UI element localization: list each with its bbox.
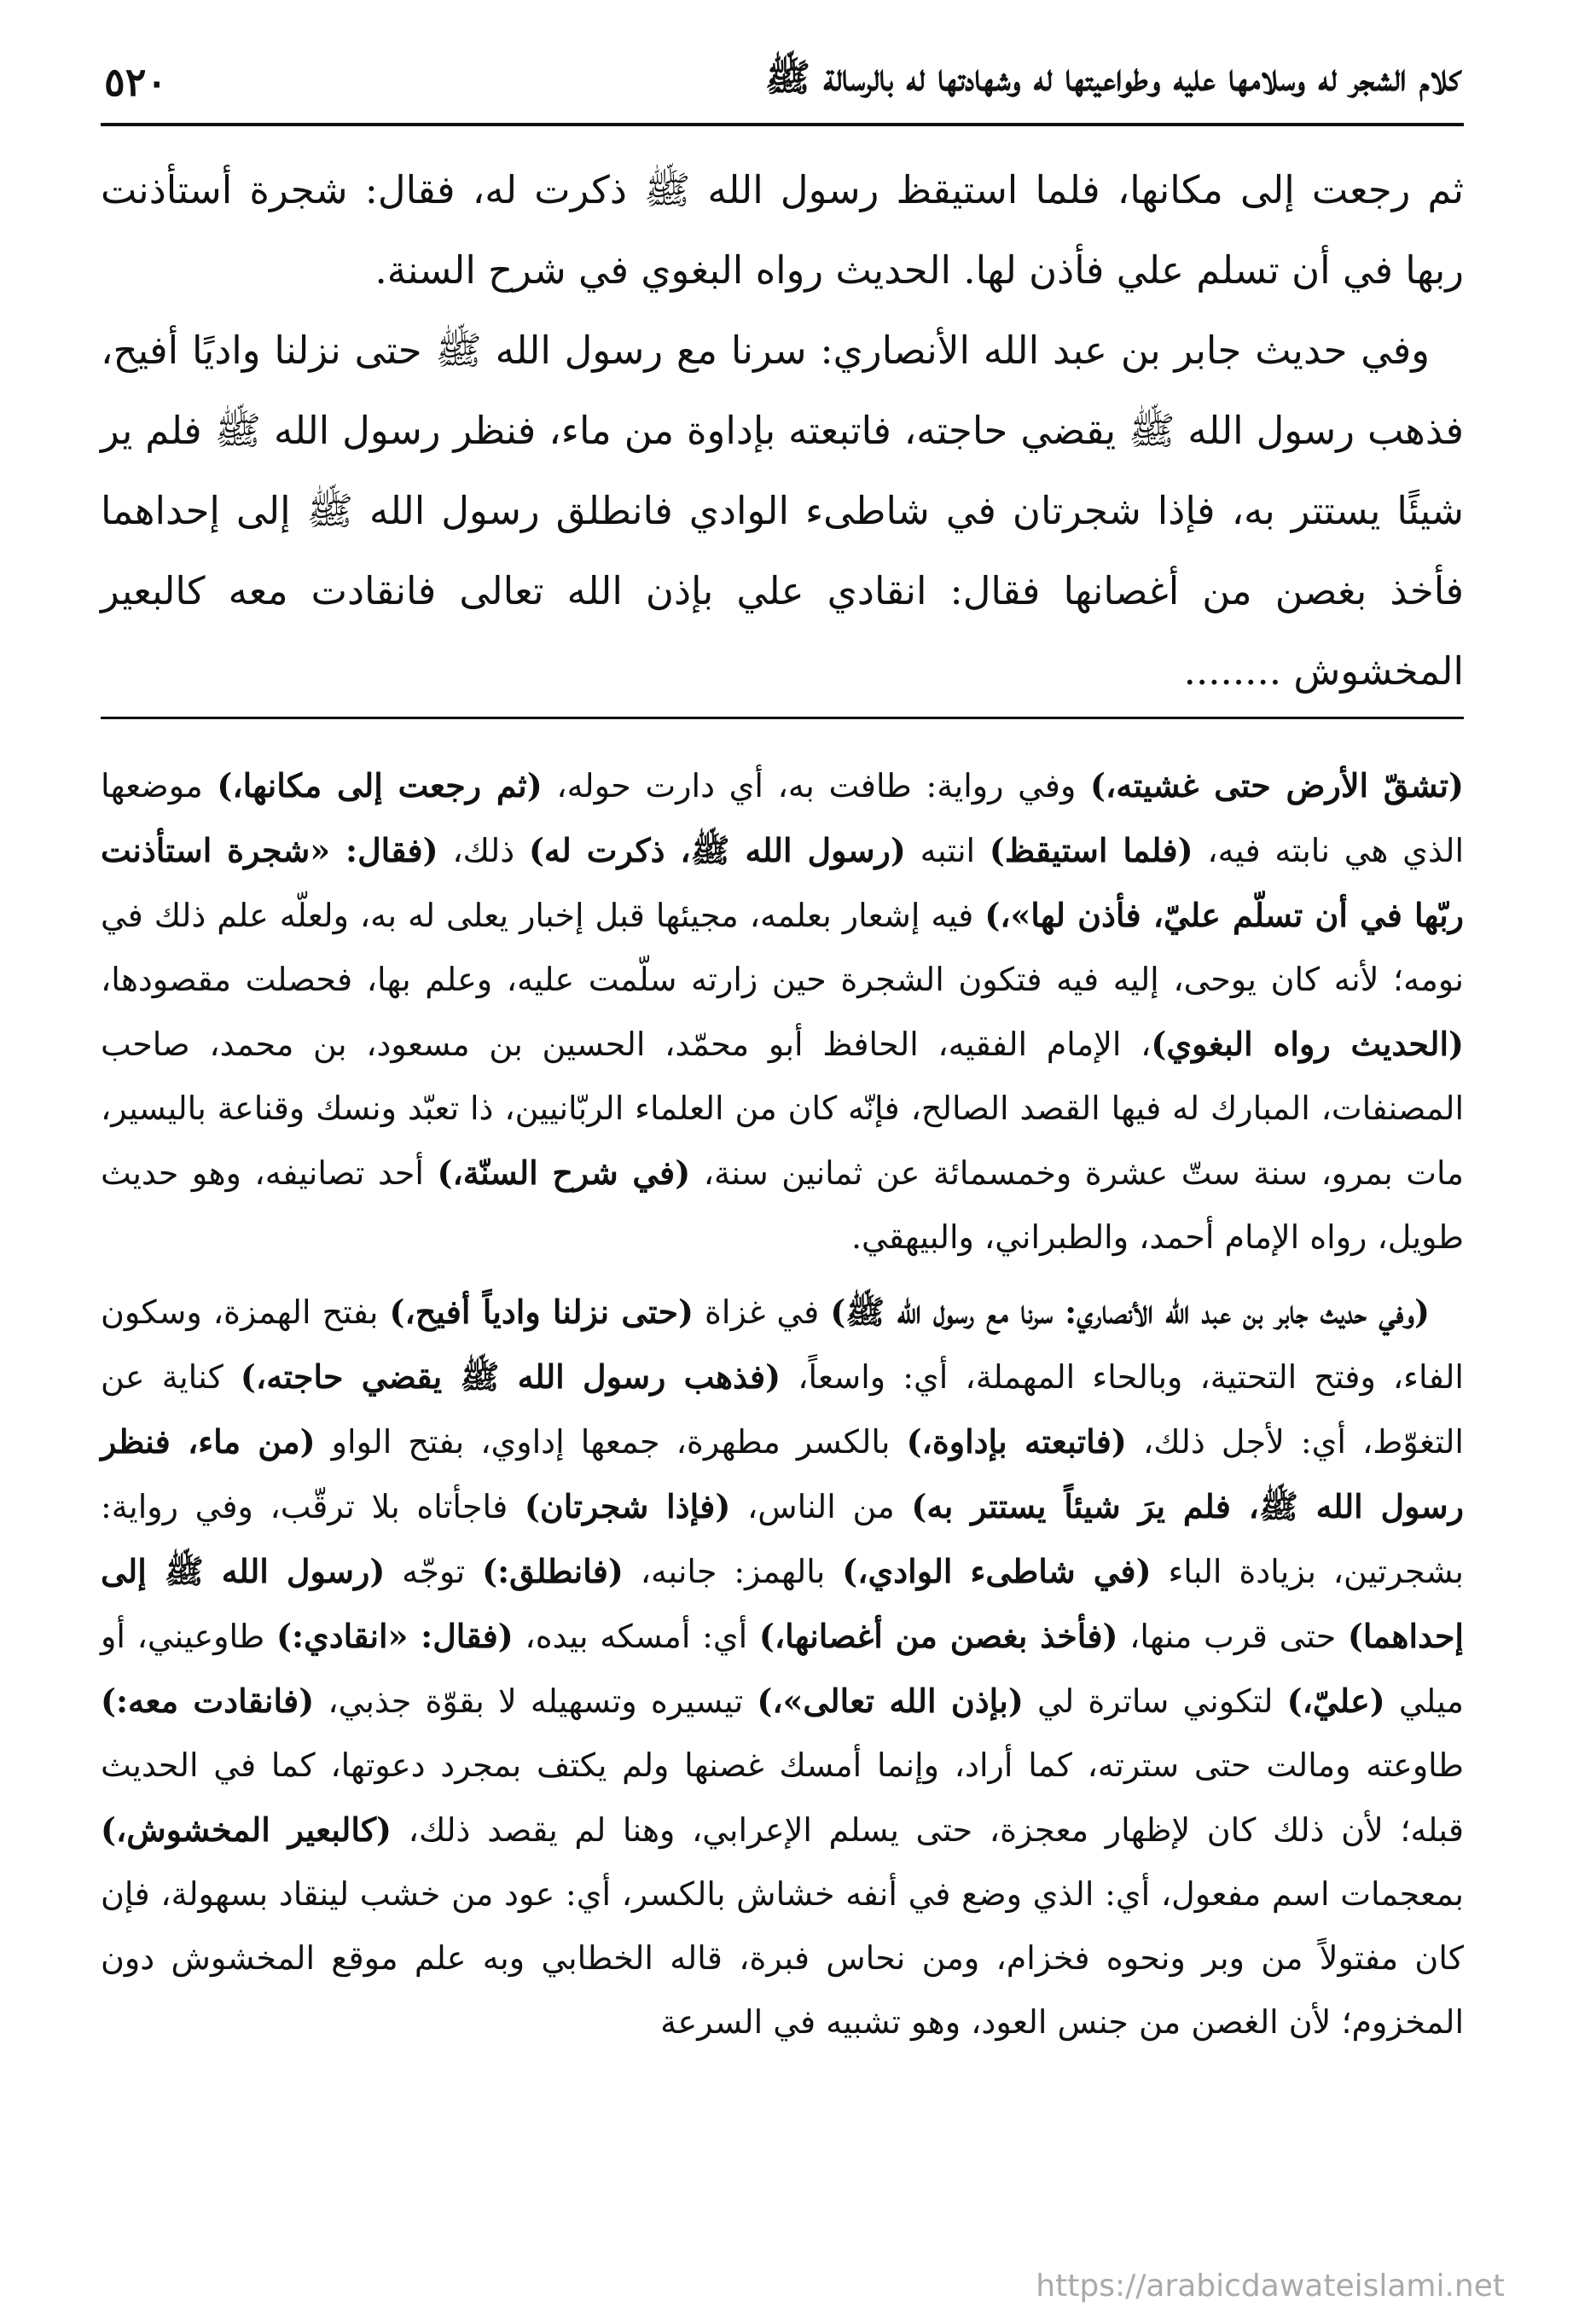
commentary-text: طاوعته ومالت حتى سترته، كما أراد، وإنما أمسك غصنها ولم يكتف بمجرد دعوتها، كما في الحديث قبله؛ لأن ذلك كان لإظهار معجزة، حتى يسلم الإعرابي، وهنا لم يقصد ذلك، (101, 1746, 1465, 1849)
quoted-phrase: (فانقادت معه:) (101, 1682, 315, 1720)
quoted-phrase: (ثم رجعت إلى مكانها،) (217, 766, 543, 805)
commentary-text: فيه إشعار بعلمه، مجيئها قبل إخبار يعلى له به، ولعلّه علم ذلك في نومه؛ لأنه كان يوحى، إليه فيه فتكون الشجرة حين زارته سلّمت عليه، وعلم بها، فحصلت مقصودها، (101, 897, 1465, 998)
quoted-phrase: (في شرح السنّة،) (437, 1153, 691, 1192)
quoted-phrase: (رسول الله ﷺ، ذكرت له) (528, 831, 906, 869)
commentary-paragraph-2 (101, 1280, 1464, 2054)
commentary-text: وفي رواية: طافت به، أي دارت حوله، (542, 767, 1090, 805)
quoted-phrase: (فانطلق:) (482, 1552, 624, 1590)
commentary-paragraph-1 (101, 753, 1464, 1269)
commentary-text: في غزاة (693, 1293, 831, 1331)
commentary-text: حتى قرب منها، (1117, 1618, 1348, 1655)
quoted-phrase: (فإذا شجرتان) (524, 1487, 731, 1525)
quoted-phrase: (فأخذ بغصن من أغصانها،) (758, 1617, 1118, 1655)
commentary-text: بالهمز: جانبه، (623, 1553, 843, 1590)
hadith-paragraph-2 (101, 311, 1464, 712)
commentary-text: توجّه (385, 1553, 483, 1590)
commentary-text: انتبه (905, 832, 990, 869)
commentary-text: بفتح الهمزة، وسكون الفاء، وفتح التحتية، وبالحاء المهملة، أي: واسعاً، (101, 1293, 1464, 1396)
commentary-text: أي: أمسكه بيده، (513, 1618, 759, 1655)
page-number: ٥٢٠ (104, 59, 168, 105)
commentary-text: ، الإمام الفقيه، الحافظ أبو محمّد، الحسين بن مسعود، بن محمد، صاحب المصنفات، المبارك له فيها القصد الصالح، فإنّه كان من العلماء الربّانيين، ذا تعبّد ونسك وقناعة باليسير، مات بمرو، سنة ستّ عشرة وخمسمائة عن ثمانين سنة، (101, 1025, 1464, 1192)
quoted-phrase: (عليّ،) (1286, 1682, 1385, 1720)
commentary (101, 753, 1464, 2054)
hadith-text (101, 150, 1464, 712)
quoted-phrase: (فاتبعته بإداوة،) (906, 1422, 1127, 1461)
section-divider (101, 717, 1464, 719)
watermark: https://arabicdawateislami.net (1036, 2269, 1505, 2304)
commentary-text: أحد تصانيفه، وهو حديث طويل، رواه الإمام أحمد، والطبراني، والبيهقي. (101, 1154, 1464, 1256)
quoted-phrase: (الحديث رواه البغوي) (1151, 1025, 1464, 1063)
commentary-text: تيسيره وتسهيله لا بقوّة جذبي، (314, 1682, 757, 1720)
quoted-phrase: (بإذن الله تعالى»،) (757, 1682, 1024, 1720)
commentary-text: لتكوني ساترة لي (1023, 1682, 1287, 1720)
hadith-paragraph-1: ثم رجعت إلى مكانها، فلما استيقظ رسول الله ﷺ ذكرت له، فقال: شجرة أستأذنت ربها في أن تسلم علي فأذن لها. الحديث رواه البغوي في شرح السنة. (101, 167, 1464, 293)
commentary-text: بمعجمات اسم مفعول، أي: الذي وضع في أنفه خشاش بالكسر، أي: عود من خشب لينقاد بسهولة، فإن كان مفتولاً من وبر ونحوه فخزام، ومن نحاس فبرة، قاله الخطابي وبه علم موقع المخشوش دون المخزوم؛ لأن الغصن من جنس العود، وهو تشبيه في السرعة (101, 1875, 1464, 2041)
commentary-text: من الناس، (730, 1488, 912, 1525)
hadith-paragraph-2-text: وفي حديث جابر بن عبد الله الأنصاري: سرنا مع رسول الله ﷺ حتى نزلنا واديًا أفيح، فذهب رسول الله ﷺ يقضي حاجته، فاتبعته بإداوة من ماء، فنظر رسول الله ﷺ فلم ير شيئًا يستتر به، فإذا شجرتان في شاطىء الوادي فانطلق رسول الله ﷺ إلى إحداهما فأخذ بغصن من أغصانها فقال: انقادي علي بإذن الله تعالى فانقادت معه كالبعير المخشوش (101, 328, 1464, 694)
quoted-phrase: (من ماء، فنظر رسول الله ﷺ، فلم يرَ شيئاً يستتر به) (101, 1422, 1464, 1525)
commentary-text: ذلك، (438, 832, 529, 869)
quoted-phrase: (فقال: «انقادي:) (276, 1617, 514, 1655)
commentary-text: طاوعيني، أو ميلي (101, 1618, 1465, 1720)
running-title: كلام الشجر له وسلامها عليه وطواعيتها له وشهادتها له بالرسالة ﷺ (764, 56, 1460, 100)
quoted-phrase: (في شاطىء الوادي،) (842, 1552, 1152, 1590)
quoted-phrase: (تشقّ الأرض حتى غشيته،) (1089, 766, 1465, 805)
continuation-dots: ........ (1183, 648, 1282, 694)
quoted-phrase: (وفي حديث جابر بن عبد الله الأنصاري: سرنا مع رسول الله ﷺ) (830, 1293, 1430, 1331)
commentary-text: كناية عن التغوّط، أي: لأجل ذلك، (101, 1358, 1464, 1461)
commentary-text: بالكسر مطهرة، جمعها إداوي، بفتح الواو (315, 1423, 907, 1461)
page-header (101, 49, 1464, 126)
quoted-phrase: (فقال: «شجرة استأذنت ربّها في أن تسلّم عليّ، فأذن لها»،) (101, 831, 1465, 934)
quoted-phrase: (فذهب رسول الله ﷺ يقضي حاجته،) (240, 1357, 781, 1396)
quoted-phrase: (كالبعير المخشوش،) (101, 1810, 392, 1849)
commentary-text: فاجأتاه بلا ترقّب، وفي رواية: بشجرتين، بزيادة الباء (101, 1488, 1464, 1590)
quoted-phrase: (رسول الله ﷺ إلى إحداهما) (101, 1552, 1464, 1655)
quoted-phrase: (فلما استيقظ) (989, 831, 1193, 869)
commentary-text: موضعها الذي هي نابته فيه، (101, 767, 1464, 869)
quoted-phrase: (حتى نزلنا وادياً أفيح،) (389, 1293, 694, 1331)
